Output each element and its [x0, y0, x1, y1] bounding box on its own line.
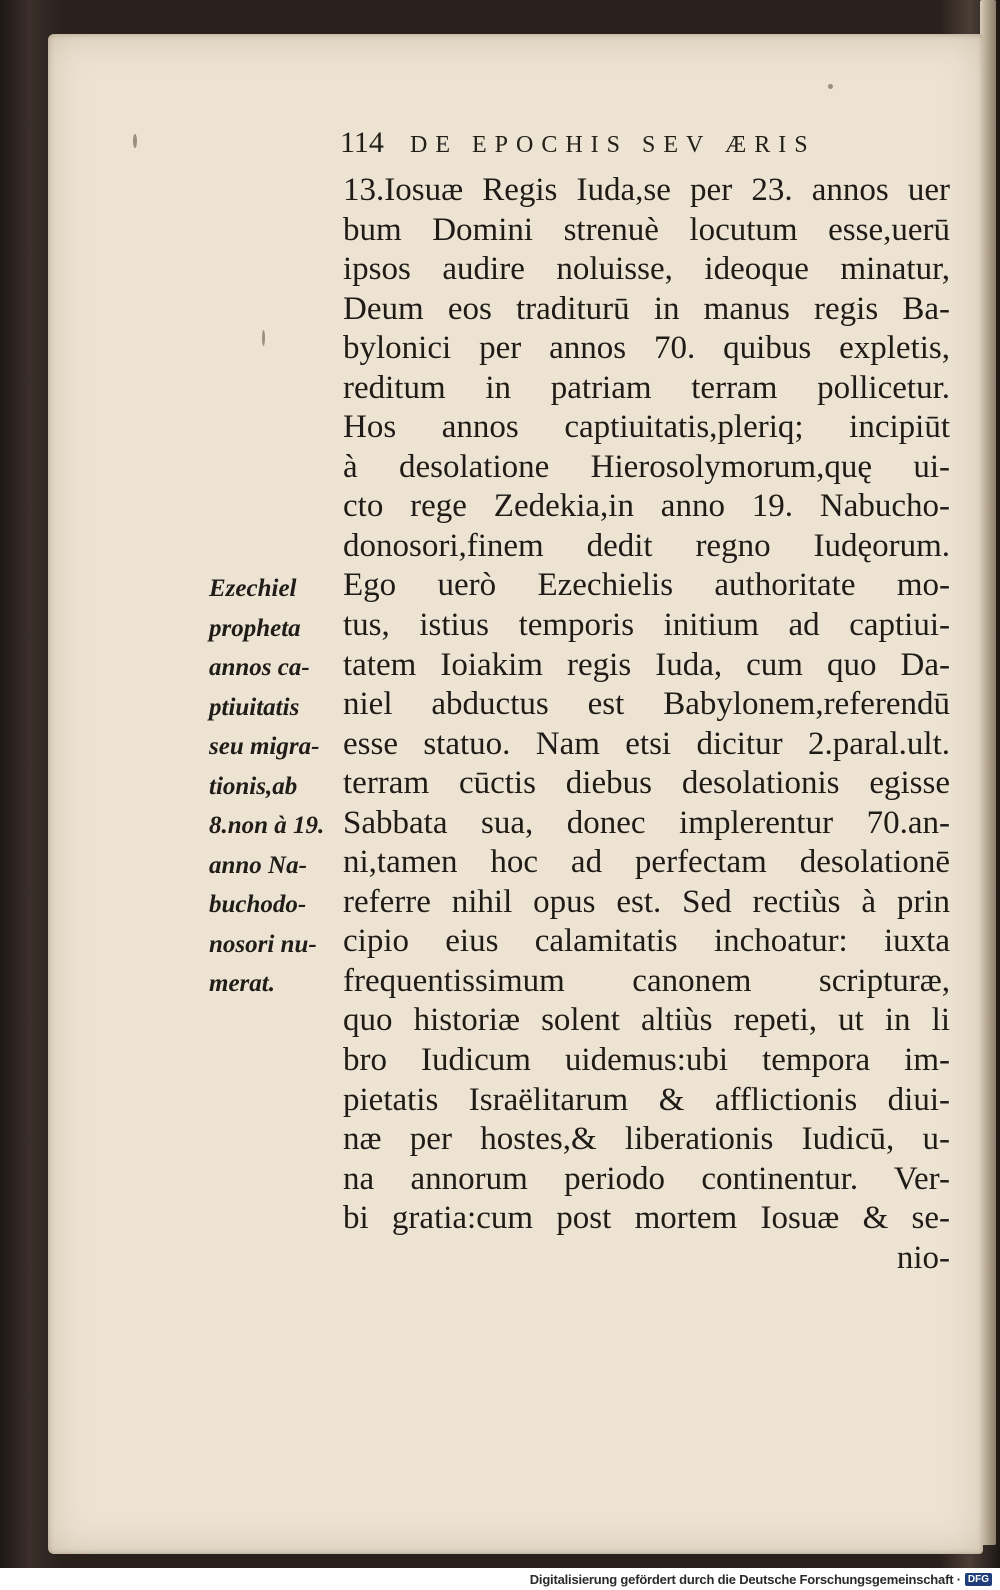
margin-note-line: 8.non à 19.	[209, 812, 325, 840]
running-head	[340, 126, 880, 160]
text-line: à desolatione Hierosolymorum,quę ui-	[343, 448, 950, 485]
catchword: nio-	[896, 1239, 950, 1276]
text-line: bro Iudicum uidemus:ubi tempora im-	[343, 1042, 950, 1079]
page-number: 114	[340, 126, 384, 159]
text-line: donosori,finem dedit regno Iudęorum.	[343, 527, 950, 564]
text-line: niel abductus est Babylonem,referendū	[343, 686, 950, 723]
text-line: na annorum periodo continentur. Ver-	[343, 1160, 950, 1197]
text-line: ipsos audire noluisse, ideoque minatur,	[343, 251, 950, 288]
margin-note-line: Ezechiel	[209, 575, 297, 602]
margin-note-line: nosori nu-	[209, 930, 317, 958]
footer-credit: Digitalisierung gefördert durch die Deutsche Forschungsgemeinschaft ·	[529, 1571, 961, 1587]
ink-speck	[133, 134, 137, 148]
running-title: DE EPOCHIS SEV ÆRIS	[410, 132, 816, 158]
text-line: tatem Ioiakim regis Iuda, cum quo Da-	[343, 646, 950, 683]
text-line: tus, istius temporis initium ad captiui-	[343, 607, 950, 644]
text-line: bylonici per annos 70. quibus expletis,	[343, 330, 950, 367]
text-line: næ per hostes,& liberationis Iudicū, u-	[343, 1121, 950, 1158]
margin-note	[209, 569, 349, 1004]
text-line: reditum in patriam terram pollicetur.	[343, 369, 950, 406]
margin-note-line: buchodo-	[209, 891, 307, 919]
text-line: Deum eos traditurū in manus regis Ba-	[343, 290, 950, 327]
text-line: quo historiæ solent altiùs repeti, ut in li	[343, 1002, 950, 1039]
text-line: 13.Iosuæ Regis Iuda,se per 23. annos uer	[343, 172, 950, 208]
text-line: Sabbata sua, donec implerentur 70.an-	[343, 804, 950, 841]
margin-note-line: ptiuitatis	[209, 693, 300, 721]
margin-note-line: tionis,ab	[209, 772, 298, 800]
ink-speck	[828, 84, 833, 89]
text-line: frequentissimum canonem scripturæ,	[343, 962, 950, 999]
margin-note-line: seu migra-	[209, 733, 320, 761]
text-line: esse statuo. Nam etsi dicitur 2.paral.ult.	[343, 725, 950, 762]
text-line: cto rege Zedekia,in anno 19. Nabucho-	[343, 488, 950, 525]
margin-note-line: propheta	[209, 614, 301, 642]
text-line: pietatis Israëlitarum & afflictionis diui-	[343, 1081, 950, 1118]
text-line: Ego uerò Ezechielis authoritate mo-	[343, 567, 950, 604]
digitization-footer	[0, 1568, 1000, 1590]
text-line: terram cūctis diebus desolationis egisse	[343, 765, 950, 802]
text-line: referre nihil opus est. Sed rectiùs à prin	[343, 883, 950, 920]
margin-note-line: merat.	[209, 970, 275, 998]
text-line: bi gratia:cum post mortem Iosuæ & se-	[343, 1200, 950, 1237]
text-line: bum Domini strenuè locutum esse,uerū	[343, 211, 950, 248]
margin-note-line: anno Na-	[209, 851, 307, 879]
text-line: ni,tamen hoc ad perfectam desolationē	[343, 844, 950, 881]
text-line: cipio eius calamitatis inchoatur: iuxta	[343, 923, 950, 960]
margin-note-line: annos ca-	[209, 654, 310, 682]
text-line: Hos annos captiuitatis,pleriq; incipiūt	[343, 409, 950, 446]
ink-speck	[262, 330, 265, 346]
dfg-logo: DFG	[965, 1573, 992, 1586]
main-text-block	[343, 171, 950, 1278]
